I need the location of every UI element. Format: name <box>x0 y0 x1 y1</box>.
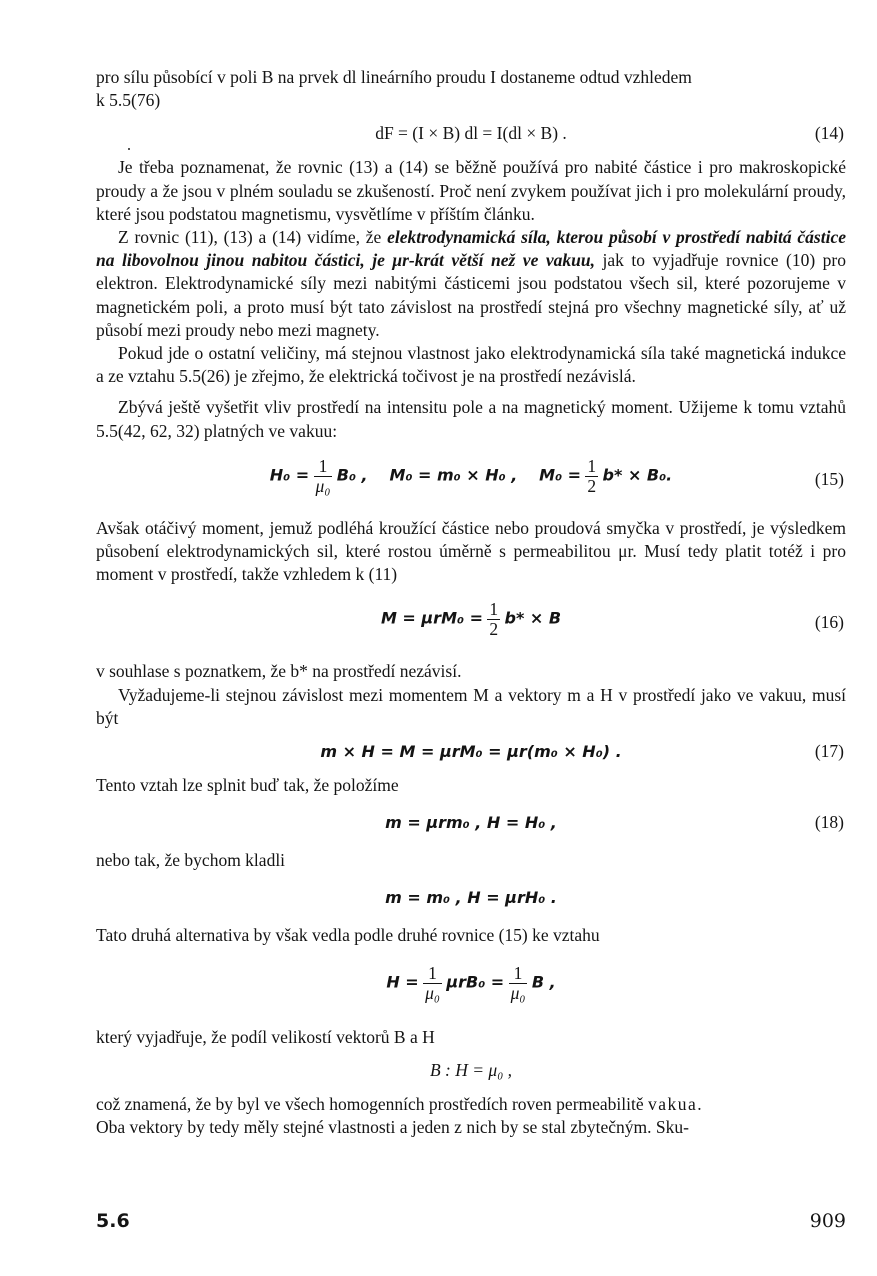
eq15-m0-lhs: M₀ = <box>539 465 582 485</box>
eq15-fraction-1 <box>314 457 333 496</box>
equation-17-body: m × H = M = μrM₀ = μr(m₀ × H₀) . <box>320 742 622 762</box>
paragraph-13: Oba vektory by tedy měly stejné vlastnosti a jeden z nich by se stal zbytečným. Sku- <box>96 1117 689 1138</box>
eq15-f1-num: 1 <box>318 455 328 476</box>
paragraph-5: Avšak otáčivý moment, jemuž podléhá kroužící částice nebo proudová smyčka v prostředí, je výsledkem působení elektrodynamických sil, které rostou úměrně s permeabilitou μr. Musí tedy platit totéž i pro moment v prostředí, takže vzhledem k (11) <box>96 517 846 585</box>
paragraph-12-spaced: vakua. <box>648 1093 704 1114</box>
eq16-rhs: b* × B <box>504 608 562 628</box>
equation-18 <box>96 811 846 835</box>
equation-16-body <box>96 600 846 639</box>
paragraph-12 <box>96 1093 846 1116</box>
paragraph-3: Pokud jde o ostatní veličiny, má stejnou vlastnost jako elektrodynamická síla také magnetická indukce a ze vztahu 5.5(26) je zřejmo, že elektrická točivost je na prostředí nezávislá. <box>96 343 846 387</box>
eq16-num: 1 <box>489 599 499 620</box>
eq15-h0-rhs: B₀ , <box>336 465 368 485</box>
equation-19 <box>96 886 846 910</box>
equation-15-body <box>96 457 846 496</box>
equation-20 <box>96 964 846 1010</box>
paragraph-8: Tento vztah lze splnit buď tak, že položíme <box>96 775 399 796</box>
equation-15-number: (15) <box>814 468 844 489</box>
eq20-fraction-2 <box>509 964 528 1003</box>
equation-14-body: dF = (I × B) dl = I(dl × B) . <box>375 123 567 144</box>
paragraph-9: nebo tak, že bychom kladli <box>96 850 286 871</box>
intro-line-1: pro sílu působící v poli B na prvek dl lineárního proudu I dostaneme odtud vzhledem <box>96 67 692 87</box>
eq16-fraction <box>487 600 500 639</box>
equation-18-number: (18) <box>814 812 844 833</box>
eq20-fraction-1 <box>423 964 442 1003</box>
equation-19-body: m = m₀ , H = μrH₀ . <box>385 888 557 908</box>
eq16-lhs: M = μrM₀ = <box>380 608 483 628</box>
eq15-m0-cross: M₀ = m₀ × H₀ , <box>389 465 518 485</box>
eq20-mid: μrB₀ = <box>446 972 505 992</box>
equation-16-number: (16) <box>814 612 844 633</box>
eq20-f2-den: μ₀ <box>510 982 526 1003</box>
paragraph-2 <box>96 226 846 342</box>
eq15-fraction-2 <box>585 457 598 496</box>
paragraph-2-emphasis: elektrodynamická síla, kterou působí v prostředí nabitá částice na libovolnou jinou nabitou částici, je μr-krát větší než ve vakuu, <box>96 227 847 271</box>
paragraph-1: Je třeba poznamenat, že rovnic (13) a (14) se běžně používá pro nabité částice i pro makroskopické proudy a že jsou v plném souladu se zkušeností. Proč není zvykem používat jich i pro molekulární proudy, které jsou podstatou magnetismu, vysvětlíme v příštím článku. <box>96 157 846 224</box>
eq15-h0-lhs: H₀ = <box>269 465 310 485</box>
equation-14-number: (14) <box>814 123 844 144</box>
eq20-f1-den: μ₀ <box>425 982 440 1003</box>
equation-21-body: B : H = μ₀ , <box>429 1059 513 1080</box>
eq16-den: 2 <box>489 619 499 640</box>
paragraph-6: v souhlase s poznatkem, že b* na prostředí nezávisí. <box>96 661 462 682</box>
paragraph-11: který vyjadřuje, že podíl velikostí vektorů B a H <box>96 1026 435 1047</box>
page-body <box>96 66 846 1139</box>
paragraph-2-end: jak to vyjadřuje rovnice (10) pro elektron. Elektrodynamické síly mezi nabitými částicemi jsou podstatou všech sil, které pozorujeme v magnetickém poli, a proto musí být tato závislost na prostředí stejná pro všechny magnetické síly, ať už působí mezi proudy nebo mezi magnety. <box>96 250 846 340</box>
eq15-f1-den: μ₀ <box>315 475 331 496</box>
paragraph-2-start: Z rovnic (11), (13) a (14) vidíme, že <box>118 227 388 248</box>
equation-18-body: m = μrm₀ , H = H₀ , <box>385 813 557 833</box>
paragraph-12-text: což znamená, že by byl ve všech homogenních prostředích roven permeabilitě <box>96 1093 649 1114</box>
section-number: 5.6 <box>96 1210 130 1232</box>
paragraph-7: Vyžadujeme-li stejnou závislost mezi momentem M a vektory m a H v prostředí jako ve vakuu, musí být <box>96 684 846 728</box>
eq20-rhs: B , <box>531 972 556 992</box>
equation-17 <box>96 740 846 764</box>
equation-16 <box>96 600 846 646</box>
paragraph-10: Tato druhá alternativa by však vedla podle druhé rovnice (15) ke vztahu <box>96 925 600 946</box>
eq15-f2-num: 1 <box>587 455 597 476</box>
eq15-f2-den: 2 <box>587 475 597 496</box>
equation-15 <box>96 457 846 503</box>
eq20-f2-num: 1 <box>513 962 523 983</box>
equation-14 <box>96 122 846 146</box>
page-footer <box>96 1210 846 1236</box>
equation-20-body <box>96 964 846 1003</box>
equation-17-number: (17) <box>814 741 844 762</box>
eq20-lhs: H = <box>386 972 419 992</box>
paragraph-4: Zbývá ještě vyšetřit vliv prostředí na intensitu pole a na magnetický moment. Užijeme k tomu vztahů 5.5(42, 62, 32) platných ve vakuu: <box>96 397 846 441</box>
intro-line-2: k 5.5(76) <box>96 90 161 111</box>
page-number: 909 <box>809 1210 846 1232</box>
equation-21 <box>96 1059 846 1083</box>
eq15-m0-rhs: b* × B₀. <box>602 465 673 485</box>
eq20-f1-num: 1 <box>428 962 437 983</box>
